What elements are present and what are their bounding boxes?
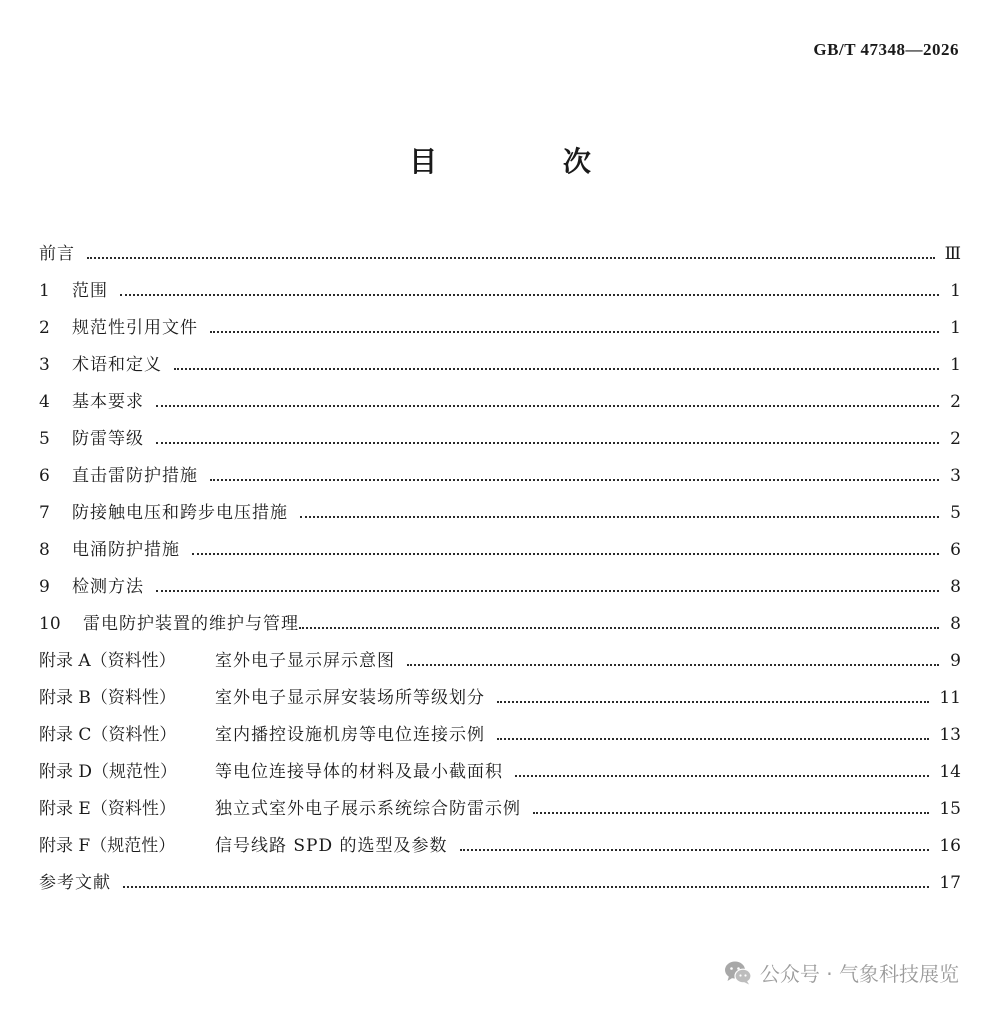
toc-entry-number: 3 [39,355,50,375]
toc-entry-3[interactable] [39,347,961,384]
toc-entry-number: 2 [39,318,50,338]
toc-leader [174,368,939,370]
toc-entry-page: 17 [939,873,961,893]
toc-entry-page: Ⅲ [944,244,961,264]
toc-entry-label: 参考文献 [39,873,111,893]
toc-leader [120,294,939,296]
toc-entry-label: 室外电子显示屏示意图 [215,651,395,671]
toc-leader [300,516,939,518]
appendix-id: 附录 B（资料性） [39,688,176,708]
toc-entry-number: 1 [39,281,50,301]
toc-leader [515,775,929,777]
toc-leader [123,886,929,888]
toc-entry-number: 5 [39,429,50,449]
toc-entry-number: 4 [39,392,50,412]
toc-leader [192,553,939,555]
appendix-id: 附录 F（规范性） [39,836,176,856]
toc-appendix-e[interactable] [39,791,961,828]
toc-entry-references[interactable] [39,865,961,902]
toc-entry-label: 术语和定义 [72,355,162,375]
toc-leader [156,442,939,444]
standard-code: GB/T 47348—2026 [813,40,959,59]
toc-entry-label: 范围 [72,281,108,301]
toc-entry-number: 6 [39,466,50,486]
toc-entry-page: 8 [950,577,961,597]
toc-entry-label: 信号线路 SPD 的选型及参数 [215,836,448,856]
toc-leader [497,738,929,740]
toc-appendix-f[interactable] [39,828,961,865]
toc-appendix-b[interactable] [39,680,961,717]
toc-entry-4[interactable] [39,384,961,421]
toc-leader [299,627,939,629]
watermark [724,958,959,987]
toc-leader [87,257,935,259]
toc-entry-page: 16 [939,836,961,856]
toc-entry-page: 2 [950,429,961,449]
watermark-text: 公众号 · 气象科技展览 [759,962,959,986]
toc-entry-page: 5 [950,503,961,523]
appendix-id: 附录 D（规范性） [39,762,178,782]
toc-list [39,236,961,902]
toc-entry-label: 检测方法 [72,577,144,597]
toc-entry-page: 14 [939,762,961,782]
toc-entry-number: 7 [39,503,50,523]
toc-entry-foreword[interactable] [39,236,961,273]
toc-appendix-c[interactable] [39,717,961,754]
toc-entry-page: 13 [939,725,961,745]
toc-entry-page: 2 [950,392,961,412]
toc-entry-label: 基本要求 [72,392,144,412]
toc-entry-number: 8 [39,540,50,560]
toc-leader [156,590,939,592]
toc-entry-label: 防雷等级 [72,429,144,449]
toc-entry-label: 防接触电压和跨步电压措施 [72,503,288,523]
toc-leader [460,849,930,851]
toc-entry-6[interactable] [39,458,961,495]
toc-entry-2[interactable] [39,310,961,347]
toc-entry-page: 6 [950,540,961,560]
toc-entry-page: 8 [950,614,961,634]
appendix-id: 附录 A（资料性） [39,651,176,671]
toc-entry-number: 9 [39,577,50,597]
appendix-id: 附录 E（资料性） [39,799,176,819]
toc-entry-5[interactable] [39,421,961,458]
toc-entry-label: 独立式室外电子展示系统综合防雷示例 [215,799,521,819]
toc-entry-label: 规范性引用文件 [72,318,198,338]
toc-entry-page: 1 [950,281,961,301]
toc-leader [156,405,939,407]
toc-entry-page: 1 [950,318,961,338]
toc-entry-label: 电涌防护措施 [72,540,180,560]
toc-title: 目 次 [409,145,649,178]
toc-entry-7[interactable] [39,495,961,532]
toc-entry-label: 雷电防护装置的维护与管理 [83,614,299,634]
toc-entry-10[interactable] [39,606,961,643]
toc-entry-1[interactable] [39,273,961,310]
toc-entry-number: 10 [39,614,61,634]
toc-appendix-d[interactable] [39,754,961,791]
toc-entry-page: 9 [950,651,961,671]
toc-leader [407,664,939,666]
toc-leader [533,812,929,814]
toc-entry-label: 直击雷防护措施 [72,466,198,486]
toc-leader [497,701,929,703]
toc-appendix-a[interactable] [39,643,961,680]
toc-entry-label: 室内播控设施机房等电位连接示例 [215,725,485,745]
toc-entry-8[interactable] [39,532,961,569]
toc-leader [210,331,939,333]
toc-entry-page: 3 [950,466,961,486]
toc-entry-9[interactable] [39,569,961,606]
toc-leader [210,479,939,481]
wechat-icon [724,960,752,986]
toc-entry-page: 1 [950,355,961,375]
toc-entry-page: 11 [939,688,961,708]
toc-entry-page: 15 [939,799,961,819]
toc-entry-label: 等电位连接导体的材料及最小截面积 [215,762,503,782]
toc-entry-label: 前言 [39,244,75,264]
toc-entry-label: 室外电子显示屏安装场所等级划分 [215,688,485,708]
appendix-id: 附录 C（资料性） [39,725,177,745]
